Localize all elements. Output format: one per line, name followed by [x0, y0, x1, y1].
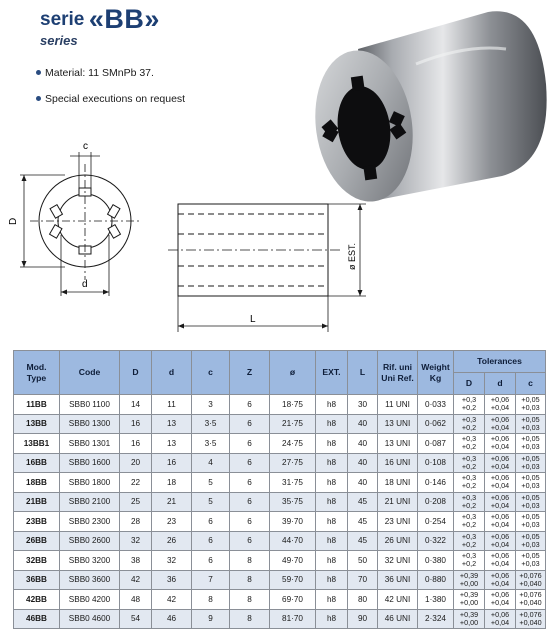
tol-upper: +0,3 — [461, 414, 477, 424]
header-tolerances: Tolerances — [454, 351, 546, 373]
cell-L: 45 — [348, 531, 378, 551]
tol-lower: +0,04 — [490, 481, 510, 491]
cell-mod: 36BB — [14, 570, 60, 590]
table-row — [14, 453, 546, 473]
cell-ext: h8 — [316, 453, 348, 473]
cell-phi: 39·70 — [270, 512, 316, 532]
cell-tol-c — [516, 414, 546, 434]
cell-tol-c — [516, 492, 546, 512]
cell-ext: h8 — [316, 590, 348, 610]
tol-lower: +0,040 — [519, 578, 542, 588]
header-tol-c: c — [516, 373, 546, 395]
tol-lower: +0,03 — [521, 403, 540, 413]
tol-upper: +0,3 — [461, 434, 477, 444]
tol-lower: +0,04 — [490, 520, 510, 530]
tol-lower: +0,04 — [490, 403, 510, 413]
tol-lower: +0,2 — [461, 520, 477, 530]
cell-weight: 1·380 — [418, 590, 454, 610]
cell-D: 16 — [120, 434, 152, 454]
table-row — [14, 531, 546, 551]
cell-mod: 23BB — [14, 512, 60, 532]
cell-weight: 0·062 — [418, 414, 454, 434]
cell-c: 5 — [192, 492, 230, 512]
cell-mod: 13BB — [14, 414, 60, 434]
cell-Z: 8 — [230, 590, 270, 610]
tol-lower: +0,04 — [490, 442, 510, 452]
tol-upper: +0,076 — [519, 590, 542, 600]
cell-code: SBB0 1301 — [60, 434, 120, 454]
cell-Z: 6 — [230, 512, 270, 532]
cell-D: 42 — [120, 570, 152, 590]
header-c: c — [192, 351, 230, 395]
cell-weight: 0·880 — [418, 570, 454, 590]
cell-D: 25 — [120, 492, 152, 512]
cell-tol-d — [485, 414, 516, 434]
tol-lower: +0,2 — [461, 442, 477, 452]
cell-phi: 81·70 — [270, 609, 316, 629]
cell-tol-d — [485, 434, 516, 454]
cell-L: 40 — [348, 453, 378, 473]
cell-mod: 46BB — [14, 609, 60, 629]
header-ext: EXT. — [316, 351, 348, 395]
tol-upper: +0,39 — [459, 570, 479, 580]
cell-phi: 44·70 — [270, 531, 316, 551]
cell-c: 9 — [192, 609, 230, 629]
table-row — [14, 609, 546, 629]
cell-code: SBB0 2100 — [60, 492, 120, 512]
table-row — [14, 512, 546, 532]
tol-lower: +0,03 — [521, 442, 540, 452]
cell-code: SBB0 1800 — [60, 473, 120, 493]
tol-lower: +0,04 — [490, 617, 510, 627]
cell-d: 11 — [152, 395, 192, 415]
cell-c: 3·5 — [192, 414, 230, 434]
cell-Z: 8 — [230, 570, 270, 590]
cell-L: 30 — [348, 395, 378, 415]
header-Z: Z — [230, 351, 270, 395]
cell-rif: 16 UNI — [378, 453, 418, 473]
cell-tol-c — [516, 609, 546, 629]
cell-d: 42 — [152, 590, 192, 610]
cell-D: 16 — [120, 414, 152, 434]
tol-upper: +0,05 — [521, 551, 540, 561]
cell-tol-d — [485, 609, 516, 629]
cell-Z: 6 — [230, 492, 270, 512]
cell-phi: 49·70 — [270, 551, 316, 571]
label-c: c — [83, 141, 88, 152]
tol-lower: +0,2 — [461, 539, 477, 549]
cell-rif: 21 UNI — [378, 492, 418, 512]
tol-upper: +0,3 — [461, 551, 477, 561]
cell-ext: h8 — [316, 473, 348, 493]
bullet-text: Material: 11 SMnPb 37. — [45, 67, 154, 79]
cell-d: 26 — [152, 531, 192, 551]
cell-rif: 42 UNI — [378, 590, 418, 610]
cell-Z: 8 — [230, 609, 270, 629]
tol-upper: +0,05 — [521, 395, 540, 405]
cell-tol-c — [516, 551, 546, 571]
cell-tol-d — [485, 473, 516, 493]
cell-D: 28 — [120, 512, 152, 532]
cell-c: 6 — [192, 551, 230, 571]
cell-ext: h8 — [316, 609, 348, 629]
cell-tol-d — [485, 570, 516, 590]
cell-mod: 11BB — [14, 395, 60, 415]
tol-lower: +0,00 — [459, 598, 479, 608]
cell-Z: 6 — [230, 531, 270, 551]
header-d: d — [152, 351, 192, 395]
cell-Z: 6 — [230, 473, 270, 493]
cell-tol-c — [516, 453, 546, 473]
tol-upper: +0,05 — [521, 531, 540, 541]
cell-weight: 0·208 — [418, 492, 454, 512]
tol-upper: +0,06 — [490, 570, 510, 580]
bullet-text: Special executions on request — [45, 93, 186, 105]
header-uni-ref: Uni Ref. — [381, 372, 414, 383]
cell-weight: 2·324 — [418, 609, 454, 629]
tol-lower: +0,2 — [461, 461, 477, 471]
cell-D: 14 — [120, 395, 152, 415]
tol-upper: +0,3 — [461, 512, 477, 522]
cell-rif: 13 UNI — [378, 414, 418, 434]
cell-tol-D — [454, 512, 485, 532]
tol-upper: +0,06 — [490, 473, 510, 483]
cell-L: 45 — [348, 512, 378, 532]
tol-upper: +0,06 — [490, 609, 510, 619]
bullet-icon — [36, 70, 41, 75]
cell-code: SBB0 3200 — [60, 551, 120, 571]
cell-tol-D — [454, 570, 485, 590]
tol-upper: +0,3 — [461, 453, 477, 463]
cell-L: 40 — [348, 473, 378, 493]
cell-mod: 42BB — [14, 590, 60, 610]
tol-lower: +0,03 — [521, 539, 540, 549]
cell-rif: 32 UNI — [378, 551, 418, 571]
header-L: L — [348, 351, 378, 395]
header-mod: Mod. — [26, 361, 47, 372]
title-code: «BB» — [88, 4, 160, 34]
cell-tol-D — [454, 551, 485, 571]
cell-code: SBB0 3600 — [60, 570, 120, 590]
cell-rif: 23 UNI — [378, 512, 418, 532]
cell-tol-D — [454, 414, 485, 434]
tol-upper: +0,076 — [519, 609, 542, 619]
cell-c: 6 — [192, 531, 230, 551]
cell-ext: h8 — [316, 531, 348, 551]
label-L: L — [250, 314, 256, 325]
cell-tol-c — [516, 531, 546, 551]
cell-tol-d — [485, 551, 516, 571]
tol-lower: +0,03 — [521, 461, 540, 471]
table-body — [14, 395, 546, 629]
cell-c: 7 — [192, 570, 230, 590]
title-word: serie — [40, 9, 85, 30]
header-weight — [418, 351, 454, 395]
tol-upper: +0,05 — [521, 473, 540, 483]
cell-ext: h8 — [316, 570, 348, 590]
cell-tol-D — [454, 434, 485, 454]
cell-d: 16 — [152, 453, 192, 473]
cell-L: 45 — [348, 492, 378, 512]
cell-tol-c — [516, 570, 546, 590]
cell-d: 32 — [152, 551, 192, 571]
tol-lower: +0,2 — [461, 403, 477, 413]
cell-d: 46 — [152, 609, 192, 629]
cell-phi: 18·75 — [270, 395, 316, 415]
cell-code: SBB0 1100 — [60, 395, 120, 415]
cell-rif: 46 UNI — [378, 609, 418, 629]
bullet-special — [36, 93, 185, 105]
front-view-drawing — [10, 140, 160, 302]
tol-upper: +0,06 — [490, 531, 510, 541]
tol-upper: +0,06 — [490, 414, 510, 424]
bullet-icon — [36, 96, 41, 101]
cell-weight: 0·380 — [418, 551, 454, 571]
tol-lower: +0,040 — [519, 617, 542, 627]
cell-tol-c — [516, 473, 546, 493]
tol-upper: +0,05 — [521, 492, 540, 502]
tol-lower: +0,040 — [519, 598, 542, 608]
cell-code: SBB0 4600 — [60, 609, 120, 629]
cell-rif: 26 UNI — [378, 531, 418, 551]
table-row — [14, 551, 546, 571]
tol-upper: +0,3 — [461, 473, 477, 483]
cell-D: 48 — [120, 590, 152, 610]
cell-ext: h8 — [316, 512, 348, 532]
header-rif — [378, 351, 418, 395]
cell-mod: 16BB — [14, 453, 60, 473]
tol-upper: +0,3 — [461, 395, 477, 405]
cell-tol-D — [454, 531, 485, 551]
cell-L: 90 — [348, 609, 378, 629]
cell-D: 38 — [120, 551, 152, 571]
tol-upper: +0,39 — [459, 590, 479, 600]
page-subtitle: series — [40, 33, 78, 48]
cell-phi: 35·75 — [270, 492, 316, 512]
cell-L: 50 — [348, 551, 378, 571]
cell-tol-D — [454, 453, 485, 473]
cell-phi: 31·75 — [270, 473, 316, 493]
cell-code: SBB0 2600 — [60, 531, 120, 551]
cell-d: 36 — [152, 570, 192, 590]
header-weight-label: Weight — [421, 361, 450, 372]
side-view-drawing — [168, 192, 374, 338]
cell-L: 40 — [348, 414, 378, 434]
tol-upper: +0,39 — [459, 609, 479, 619]
cell-d: 18 — [152, 473, 192, 493]
cell-rif: 13 UNI — [378, 434, 418, 454]
cell-ext: h8 — [316, 414, 348, 434]
tol-lower: +0,03 — [521, 559, 540, 569]
tol-lower: +0,04 — [490, 500, 510, 510]
tol-lower: +0,2 — [461, 559, 477, 569]
cell-D: 20 — [120, 453, 152, 473]
table-row — [14, 492, 546, 512]
cell-d: 21 — [152, 492, 192, 512]
header-phi: ø — [270, 351, 316, 395]
tol-upper: +0,076 — [519, 570, 542, 580]
cell-mod: 13BB1 — [14, 434, 60, 454]
tol-lower: +0,04 — [490, 422, 510, 432]
cell-tol-d — [485, 395, 516, 415]
cell-mod: 26BB — [14, 531, 60, 551]
cell-c: 4 — [192, 453, 230, 473]
tol-upper: +0,06 — [490, 512, 510, 522]
cell-tol-c — [516, 395, 546, 415]
table-row — [14, 590, 546, 610]
table-row — [14, 434, 546, 454]
cell-Z: 8 — [230, 551, 270, 571]
tol-upper: +0,06 — [490, 492, 510, 502]
cell-tol-D — [454, 473, 485, 493]
bushing-photo-illustration — [306, 4, 552, 204]
tol-lower: +0,03 — [521, 520, 540, 530]
cell-c: 6 — [192, 512, 230, 532]
cell-ext: h8 — [316, 492, 348, 512]
tol-upper: +0,06 — [490, 453, 510, 463]
tol-upper: +0,06 — [490, 395, 510, 405]
cell-ext: h8 — [316, 434, 348, 454]
tol-lower: +0,04 — [490, 461, 510, 471]
tol-upper: +0,3 — [461, 531, 477, 541]
tol-lower: +0,2 — [461, 481, 477, 491]
cell-ext: h8 — [316, 551, 348, 571]
cell-ext: h8 — [316, 395, 348, 415]
cell-code: SBB0 4200 — [60, 590, 120, 610]
tol-lower: +0,04 — [490, 559, 510, 569]
cell-phi: 59·70 — [270, 570, 316, 590]
cell-phi: 27·75 — [270, 453, 316, 473]
cell-mod: 18BB — [14, 473, 60, 493]
tol-lower: +0,03 — [521, 500, 540, 510]
header-rif-uni: Rif. uni — [382, 361, 413, 372]
tol-upper: +0,06 — [490, 590, 510, 600]
cell-code: SBB0 1300 — [60, 414, 120, 434]
tol-lower: +0,2 — [461, 500, 477, 510]
cell-tol-D — [454, 609, 485, 629]
cell-tol-d — [485, 590, 516, 610]
cell-D: 54 — [120, 609, 152, 629]
cell-phi: 21·75 — [270, 414, 316, 434]
tol-lower: +0,03 — [521, 481, 540, 491]
cell-L: 40 — [348, 434, 378, 454]
cell-c: 3·5 — [192, 434, 230, 454]
cell-tol-c — [516, 512, 546, 532]
tol-upper: +0,06 — [490, 434, 510, 444]
header-mod-type — [14, 351, 60, 395]
cell-weight: 0·146 — [418, 473, 454, 493]
header-tol-D: D — [454, 373, 485, 395]
cell-tol-d — [485, 512, 516, 532]
cell-c: 8 — [192, 590, 230, 610]
tol-lower: +0,04 — [490, 539, 510, 549]
tol-lower: +0,04 — [490, 598, 510, 608]
cell-code: SBB0 2300 — [60, 512, 120, 532]
cell-L: 70 — [348, 570, 378, 590]
header-kg: Kg — [429, 372, 442, 383]
cell-weight: 0·254 — [418, 512, 454, 532]
tol-lower: +0,03 — [521, 422, 540, 432]
cell-weight: 0·087 — [418, 434, 454, 454]
cell-weight: 0·033 — [418, 395, 454, 415]
tol-upper: +0,05 — [521, 512, 540, 522]
cell-D: 32 — [120, 531, 152, 551]
cell-tol-c — [516, 590, 546, 610]
cell-mod: 21BB — [14, 492, 60, 512]
cell-c: 5 — [192, 473, 230, 493]
tol-upper: +0,3 — [461, 492, 477, 502]
cell-code: SBB0 1600 — [60, 453, 120, 473]
tol-upper: +0,05 — [521, 453, 540, 463]
product-photo — [306, 4, 552, 204]
cell-Z: 6 — [230, 434, 270, 454]
header-D: D — [120, 351, 152, 395]
tol-upper: +0,05 — [521, 414, 540, 424]
tol-upper: +0,06 — [490, 551, 510, 561]
page-title — [40, 4, 160, 35]
table-row — [14, 570, 546, 590]
label-D: D — [8, 217, 19, 225]
cell-Z: 6 — [230, 453, 270, 473]
cell-tol-d — [485, 492, 516, 512]
bullet-material — [36, 67, 154, 79]
cell-tol-D — [454, 395, 485, 415]
cell-weight: 0·322 — [418, 531, 454, 551]
tol-lower: +0,2 — [461, 422, 477, 432]
table-row — [14, 473, 546, 493]
cell-L: 80 — [348, 590, 378, 610]
cell-D: 22 — [120, 473, 152, 493]
cell-tol-D — [454, 492, 485, 512]
header-type: Type — [26, 372, 47, 383]
header-code: Code — [60, 351, 120, 395]
tol-upper: +0,05 — [521, 434, 540, 444]
cell-d: 13 — [152, 434, 192, 454]
cell-tol-d — [485, 453, 516, 473]
cell-phi: 69·70 — [270, 590, 316, 610]
cell-d: 13 — [152, 414, 192, 434]
label-est: ø EST. — [347, 242, 357, 270]
cell-rif: 18 UNI — [378, 473, 418, 493]
header-tol-d: d — [485, 373, 516, 395]
cell-d: 23 — [152, 512, 192, 532]
spec-table — [13, 350, 546, 629]
tol-lower: +0,00 — [459, 617, 479, 627]
cell-rif: 36 UNI — [378, 570, 418, 590]
cell-rif: 11 UNI — [378, 395, 418, 415]
cell-Z: 6 — [230, 414, 270, 434]
cell-tol-c — [516, 434, 546, 454]
cell-mod: 32BB — [14, 551, 60, 571]
cell-tol-D — [454, 590, 485, 610]
label-d: d — [82, 279, 88, 290]
cell-weight: 0·108 — [418, 453, 454, 473]
cell-phi: 24·75 — [270, 434, 316, 454]
cell-tol-d — [485, 531, 516, 551]
tol-lower: +0,04 — [490, 578, 510, 588]
tol-lower: +0,00 — [459, 578, 479, 588]
cell-c: 3 — [192, 395, 230, 415]
table-row — [14, 414, 546, 434]
front-view-svg — [10, 140, 160, 302]
table-row — [14, 395, 546, 415]
cell-Z: 6 — [230, 395, 270, 415]
side-view-svg — [168, 192, 374, 338]
